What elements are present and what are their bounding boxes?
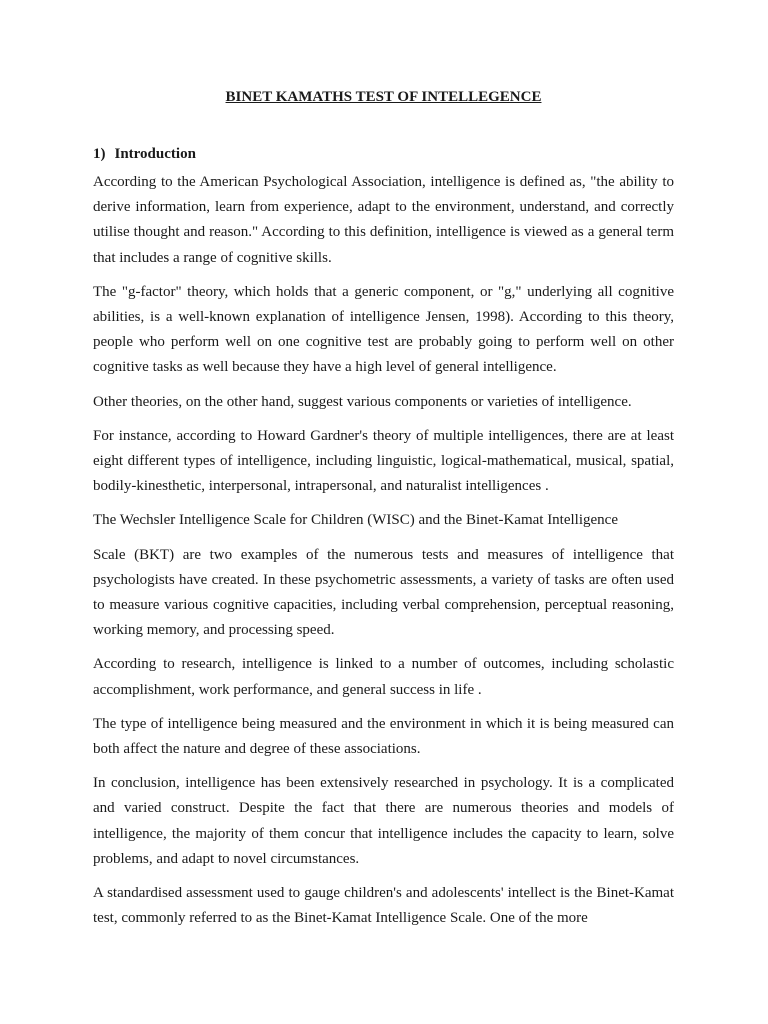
paragraph: The "g-factor" theory, which holds that a generic component, or "g," underlying all cognitive abilities, is a well-known explanation of intelligence Jensen, 1998). According to this theory, people who perform well on one cognitive test are probably going to perform well on other cognitive tasks as well because they have a high level of general intelligence. [93, 283, 674, 376]
section-heading-text: Introduction [114, 146, 196, 162]
document-title: BINET KAMATHS TEST OF INTELLEGENCE [225, 89, 542, 105]
paragraph: According to research, intelligence is linked to a number of outcomes, including scholastic accomplishment, work performance, and general success in life . [93, 656, 674, 698]
section-heading [93, 145, 196, 163]
paragraph: According to the American Psychological Association, intelligence is defined as, "the ability to derive information, learn from experience, adapt to the environment, understand, and correctly utilise thought and reason." According to this definition, intelligence is viewed as a general term that includes a range of cognitive skills. [93, 174, 674, 266]
document-page [93, 0, 674, 1024]
paragraph: Scale (BKT) are two examples of the numerous tests and measures of intelligence that psychologists have created. In these psychometric assessments, a variety of tasks are often used to measure various cognitive capacities, including verbal comprehension, perceptual reasoning, working memory, and processing speed. [93, 546, 674, 639]
paragraph: Other theories, on the other hand, suggest various components or varieties of intelligence. [93, 393, 632, 410]
paragraph: The Wechsler Intelligence Scale for Children (WISC) and the Binet-Kamat Intelligence [93, 512, 618, 529]
section-number: 1) [93, 146, 106, 162]
body-text [93, 170, 674, 931]
paragraph: A standardised assessment used to gauge children's and adolescents' intellect is the Binet-Kamat test, commonly referred to as the Binet-Kamat Intelligence Scale. One of the more [93, 885, 674, 927]
paragraph: In conclusion, intelligence has been extensively researched in psychology. It is a complicated and varied construct. Despite the fact that there are numerous theories and models of intelligence, the majority of them concur that intelligence includes the capacity to learn, solve problems, and adapt to novel circumstances. [93, 775, 674, 867]
paragraph: For instance, according to Howard Gardner's theory of multiple intelligences, there are at least eight different types of intelligence, including linguistic, logical-mathematical, musical, spatial, bodily-kinesthetic, interpersonal, intrapersonal, and naturalist intelligences . [93, 427, 674, 495]
paragraph: The type of intelligence being measured and the environment in which it is being measured can both affect the nature and degree of these associations. [93, 715, 674, 758]
